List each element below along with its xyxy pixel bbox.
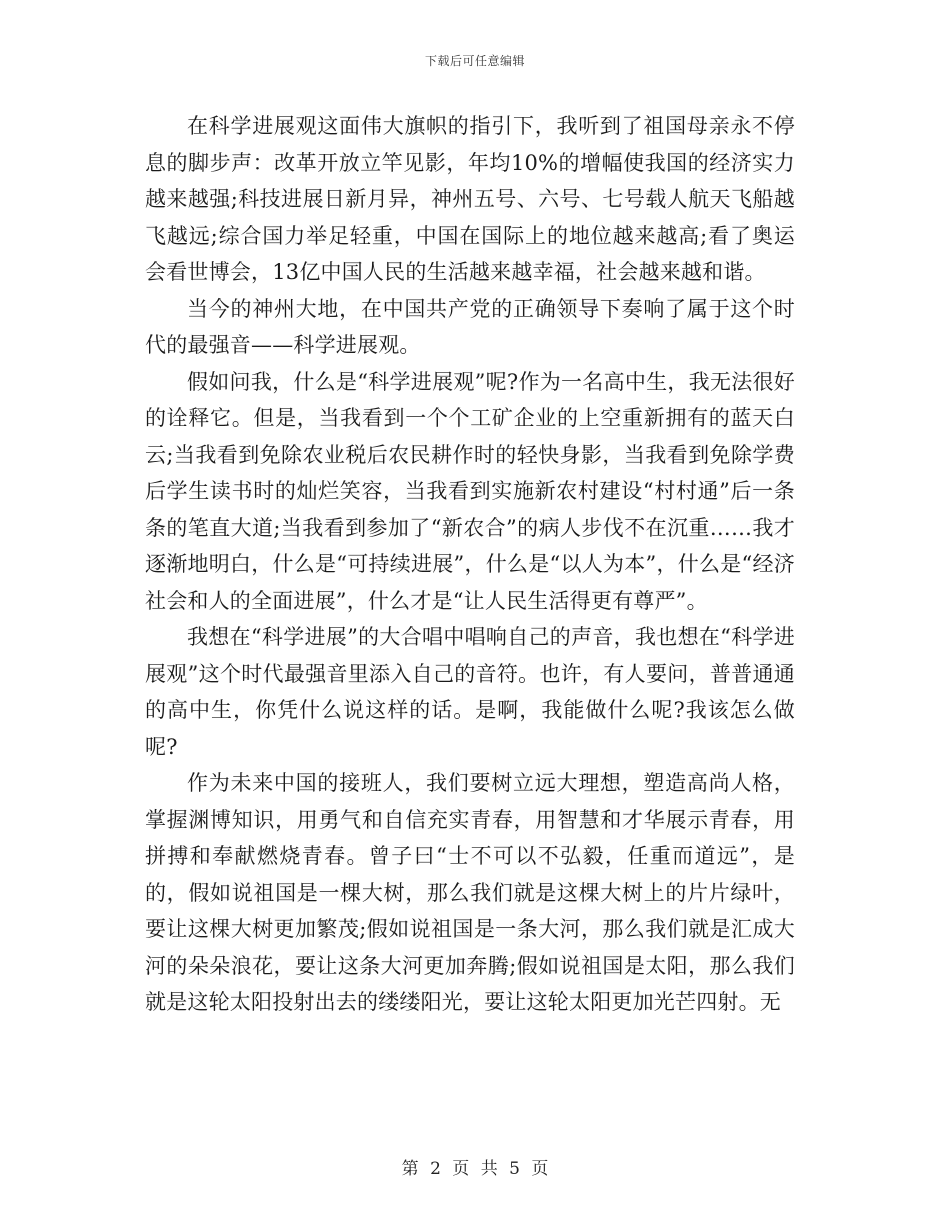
paragraph-2: 当今的神州大地，在中国共产党的正确领导下奏响了属于这个时代的最强音——科学进展观。 xyxy=(145,296,795,357)
paragraph-5: 作为未来中国的接班人，我们要树立远大理想，塑造高尚人格，掌握渊博知识，用勇气和自信充实青春，用智慧和才华展示青春，用拼搏和奉献燃烧青春。曾子曰“士不可以不弘毅，任重而道远”，是的，假如说祖国是一棵大树，那么我们就是这棵大树上的片片绿叶，要让这棵大树更加繁茂;假如说祖国是一条大河，那么我们就是汇成大河的朵朵浪花，要让这条大河更加奔腾;假如说祖国是太阳，那么我们就是这轮太阳投射出去的缕缕阳光，要让这轮太阳更加光芒四射。无 xyxy=(145,771,795,1014)
paragraph-1: 在科学进展观这面伟大旗帜的指引下，我听到了祖国母亲永不停息的脚步声：改革开放立竿见影，年均10%的增幅使我国的经济实力越来越强;科技进展日新月异，神州五号、六号、七号载人航天飞船越飞越远;综合国力举足轻重，中国在国际上的地位越来越高;看了奥运会看世博会，13亿中国人民的生活越来越幸福，社会越来越和谐。 xyxy=(145,114,795,284)
paragraph-3: 假如问我，什么是“科学进展观”呢?作为一名高中生，我无法很好的诠释它。但是，当我看到一个个工矿企业的上空重新拥有的蓝天白云;当我看到免除农业税后农民耕作时的轻快身影，当我看到免除学费后学生读书时的灿烂笑容，当我看到实施新农村建设“村村通”后一条条的笔直大道;当我看到参加了“新农合”的病人步伐不在沉重……我才逐渐地明白，什么是“可持续进展”，什么是“以人为本”，什么是“经济社会和人的全面进展”，什么才是“让人民生活得更有尊严”。 xyxy=(145,369,795,613)
paragraph-4: 我想在“科学进展”的大合唱中唱响自己的声音，我也想在“科学进展观”这个时代最强音里添入自己的音符。也许，有人要问，普普通通的高中生，你凭什么说这样的话。是啊，我能做什么呢?我该怎么做呢? xyxy=(145,625,795,759)
document-body xyxy=(145,108,795,1021)
page-footer: 第 2 页 共 5 页 xyxy=(401,1159,549,1179)
page-header: 下载后可任意编辑 xyxy=(424,54,525,68)
